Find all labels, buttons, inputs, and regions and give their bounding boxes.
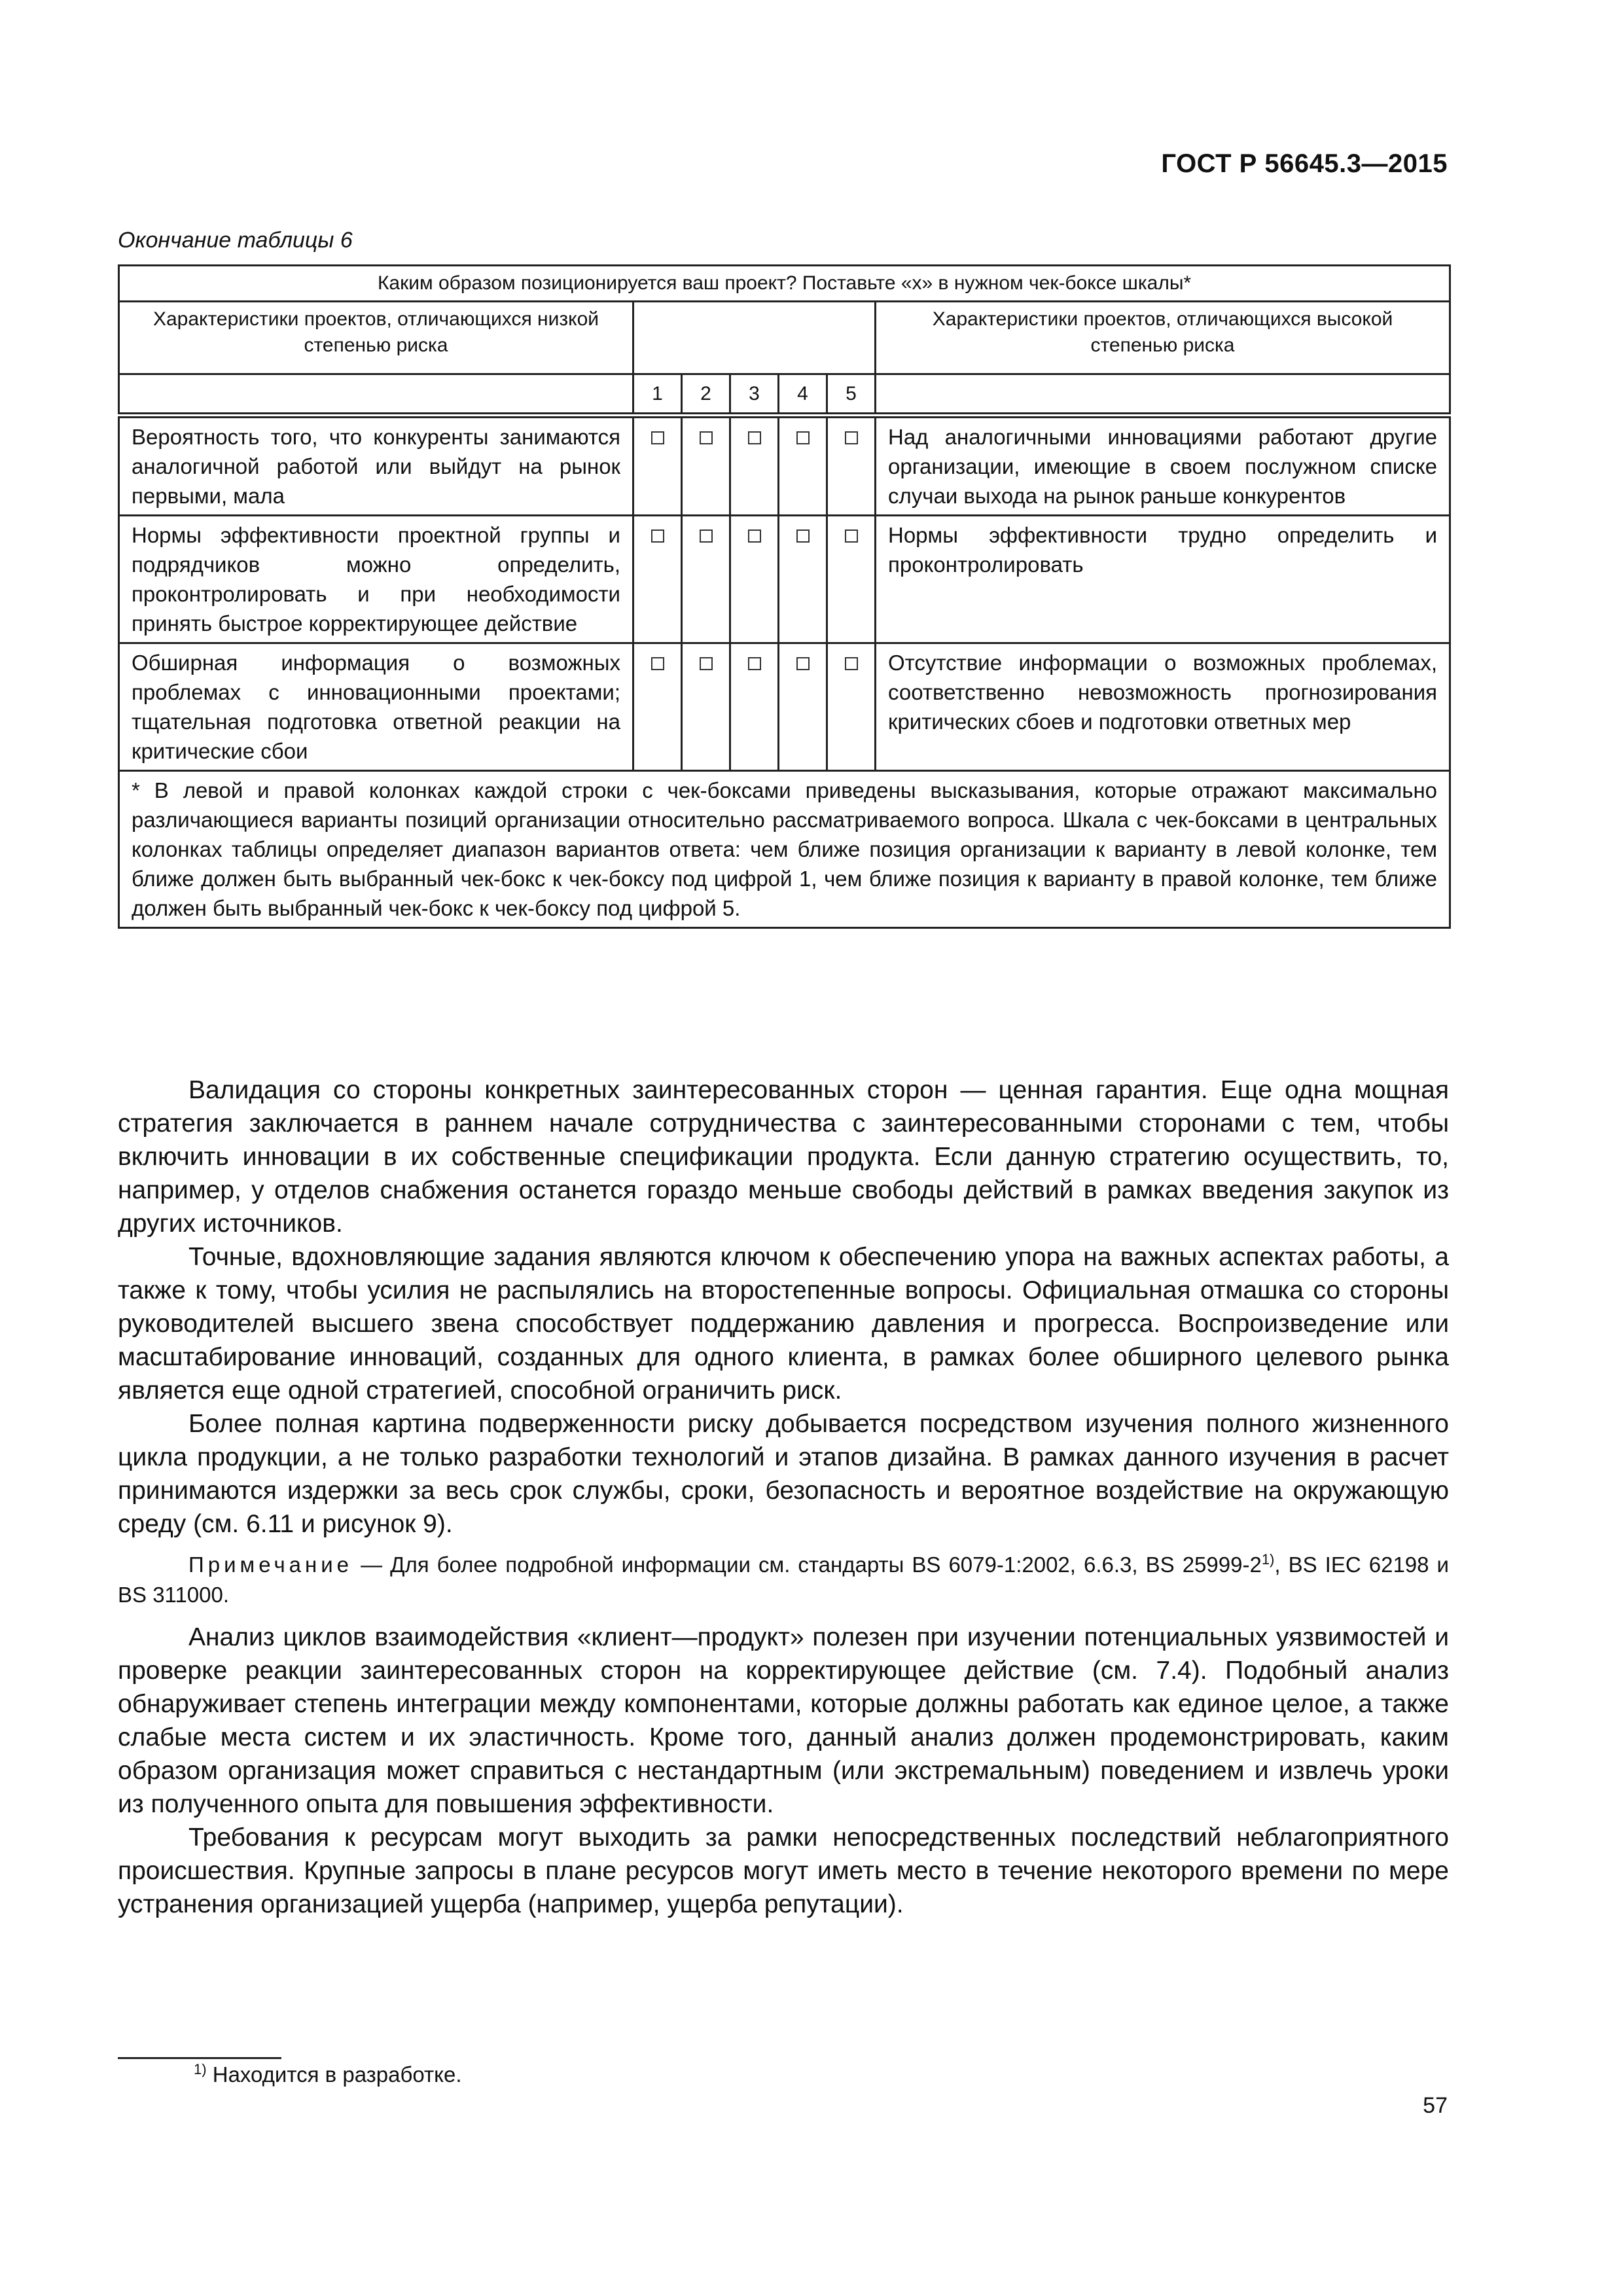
scale-number-4: 4: [779, 374, 827, 416]
scale-number-5: 5: [827, 374, 876, 416]
note-text-tail: , BS IEC 62198 и BS 311000.: [118, 1552, 1449, 1607]
checkbox-icon[interactable]: [845, 431, 858, 444]
note-label: Примечание: [188, 1552, 353, 1577]
table-row: [119, 516, 1450, 643]
checkbox-icon[interactable]: [748, 431, 761, 444]
row-1-high-risk: Над аналогичными инновациями работают другие организации, имеющие в своем послужном списке случаи выхода на рынок раньше конкурентов: [876, 416, 1450, 516]
paragraph-analysis: Анализ циклов взаимодействия «клиент—продукт» полезен при изучении потенциальных уязвимостей и проверке реакции заинтересованных сторон на корректирующее действие (см. 7.4). Подобный анализ обнаруживает степень интеграции между компонентами, которые должны работать как единое целое, а также слабые места систем и их эластичность. Кроме того, данный анализ должен продемонстрировать, каким образом организация может справиться с нестандартным (или экстремальным) поведением и извлечь уроки из полученного опыта для повышения эффективности.: [118, 1623, 1449, 1818]
scale-blank-left: [119, 374, 633, 416]
risk-positioning-table: [118, 264, 1451, 929]
checkbox-icon[interactable]: [796, 657, 810, 670]
paragraph-tasks: Точные, вдохновляющие задания являются ключом к обеспечению упора на важных аспектах работы, а также к тому, чтобы усилия не распылялись на второстепенные вопросы. Официальная отмашка со стороны руководителей высшего звена способствует поддержанию давления и прогресса. Воспроизведение или масштабирование инноваций, созданных для одного клиента, в рамках более обширного целевого рынка является еще одной стратегией, способной ограничить риск.: [118, 1243, 1449, 1405]
table-footnote-row: [119, 771, 1450, 928]
standard-designation: ГОСТ Р 56645.3—2015: [1161, 149, 1448, 178]
checkbox-icon[interactable]: [796, 529, 810, 543]
note-text: — Для более подробной информации см. стандарты BS 6079-1:2002, 6.6.3, BS 25999-2: [353, 1552, 1262, 1577]
footnote-marker: 1): [194, 2061, 207, 2077]
table-header-row: [119, 302, 1450, 374]
checkbox-icon[interactable]: [748, 657, 761, 670]
checkbox-icon[interactable]: [845, 529, 858, 543]
scale-blank-right: [876, 374, 1450, 416]
footnote-text: Находится в разработке.: [206, 2062, 462, 2087]
scale-number-row: [119, 374, 1450, 416]
row-2-high-risk: Нормы эффективности трудно определить и проконтролировать: [876, 516, 1450, 643]
row-3-low-risk: Обширная информация о возможных проблемах с инновационными проектами; тщательная подготовка ответной реакции на критические сбои: [119, 643, 633, 771]
scale-number-3: 3: [730, 374, 779, 416]
paragraph-resources: Требования к ресурсам могут выходить за рамки непосредственных последствий неблагоприятного происшествия. Крупные запросы в плане ресурсов могут иметь место в течение некоторого времени по мере устранения организацией ущерба (например, ущерба репутации).: [118, 1823, 1449, 1918]
table-title: Каким образом позиционируется ваш проект? Поставьте «х» в нужном чек-боксе шкалы*: [119, 266, 1450, 302]
checkbox-icon[interactable]: [651, 529, 664, 543]
page-footnote: [194, 2060, 462, 2089]
scale-number-1: 1: [633, 374, 682, 416]
footnote-divider: [118, 2057, 281, 2059]
table-title-row: [119, 266, 1450, 302]
table-caption: Окончание таблицы 6: [118, 228, 353, 253]
row-2-low-risk: Нормы эффективности проектной группы и подрядчиков можно определить, проконтролировать и при необходимости принять быстрое корректирующее действие: [119, 516, 633, 643]
checkbox-icon[interactable]: [796, 431, 810, 444]
left-column-header: Характеристики проектов, отличающихся низкой степенью риска: [119, 302, 633, 374]
table-footnote: * В левой и правой колонках каждой строки с чек-боксами приведены высказывания, которые отражают максимально различающиеся варианты позиций организации относительно рассматриваемого вопроса. Шкала с чек-боксами в центральных колонках таблицы определяет диапазон вариантов ответа: чем ближе позиция организации к варианту в левой колонке, тем ближе должен быть выбранный чек-бокс к чек-боксу под цифрой 1, чем ближе позиция к варианту в правой колонке, тем ближе должен быть выбранный чек-бокс к чек-боксу под цифрой 5.: [119, 771, 1450, 928]
paragraph-lifecycle: Более полная картина подверженности риску добывается посредством изучения полного жизненного цикла продукции, а не только разработки технологий и этапов дизайна. В рамках данного изучения в расчет принимаются издержки за весь срок службы, сроки, безопасность и вероятное воздействие на окружающую среду (см. 6.11 и рисунок 9).: [118, 1410, 1449, 1538]
table-row: [119, 643, 1450, 771]
checkbox-icon[interactable]: [845, 657, 858, 670]
checkbox-icon[interactable]: [651, 657, 664, 670]
scale-header-blank: [633, 302, 876, 374]
checkbox-icon[interactable]: [651, 431, 664, 444]
row-3-high-risk: Отсутствие информации о возможных проблемах, соответственно невозможность прогнозирования критических сбоев и подготовки ответных мер: [876, 643, 1450, 771]
right-column-header: Характеристики проектов, отличающихся высокой степенью риска: [876, 302, 1450, 374]
checkbox-icon[interactable]: [748, 529, 761, 543]
row-1-low-risk: Вероятность того, что конкуренты занимаются аналогичной работой или выйдут на рынок первыми, мала: [119, 416, 633, 516]
body-text-block: [118, 1073, 1449, 1921]
page-number: 57: [1423, 2093, 1448, 2118]
checkbox-icon[interactable]: [700, 431, 713, 444]
table-row: [119, 416, 1450, 516]
checkbox-icon[interactable]: [700, 529, 713, 543]
paragraph-validation: Валидация со стороны конкретных заинтересованных сторон — ценная гарантия. Еще одна мощная стратегия заключается в раннем начале сотрудничества с заинтересованными сторонами с тем, чтобы включить инновации в их собственные спецификации продукта. Если данную стратегию осуществить, то, например, у отделов снабжения останется гораздо меньше свободы действий в рамках введения закупок из других источников.: [118, 1076, 1449, 1238]
scale-number-2: 2: [682, 374, 730, 416]
note-footnote-ref[interactable]: 1): [1261, 1551, 1275, 1568]
note-paragraph: [118, 1550, 1449, 1610]
checkbox-icon[interactable]: [700, 657, 713, 670]
